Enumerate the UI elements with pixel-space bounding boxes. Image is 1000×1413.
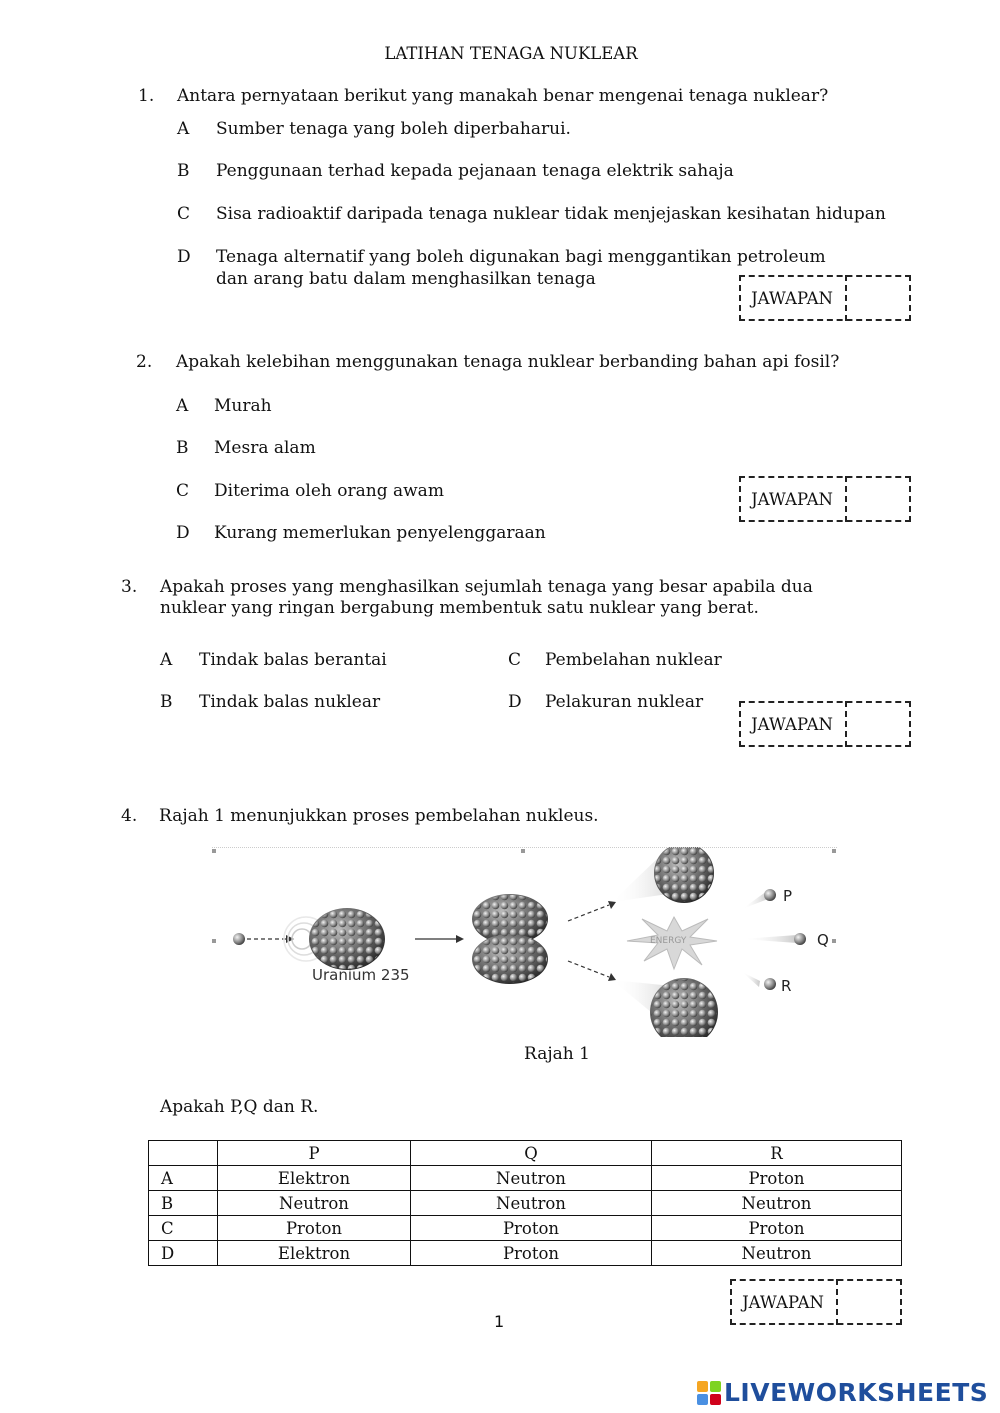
table-cell: Neutron <box>652 1241 902 1266</box>
liveworksheets-wordmark: LIVEWORKSHEETS <box>724 1378 989 1407</box>
q4-text: Rajah 1 menunjukkan proses pembelahan nukleus. <box>159 806 599 826</box>
uranium-235-label: Uranium 235 <box>312 966 410 984</box>
table-header-cell: Q <box>411 1141 652 1166</box>
table-row-label: D <box>149 1241 218 1266</box>
q2-answer-box <box>739 476 911 522</box>
q3-option-d-text: Pelakuran nuklear <box>545 692 704 712</box>
q2-text: Apakah kelebihan menggunakan tenaga nuklear berbanding bahan api fosil? <box>176 352 840 372</box>
q1-option-d-letter: D <box>177 247 191 267</box>
q1-answer-label: JAWAPAN <box>739 275 847 321</box>
liveworksheets-logo[interactable] <box>697 1378 988 1407</box>
q4-answer-label: JAWAPAN <box>730 1279 838 1325</box>
table-row <box>149 1216 902 1241</box>
q4-answer-input[interactable] <box>838 1279 902 1325</box>
q1-option-c-letter: C <box>177 204 191 224</box>
q1-option-b-letter: B <box>177 161 190 181</box>
label-r: R <box>781 977 792 995</box>
q2-option-a-text: Murah <box>214 396 272 416</box>
liveworksheets-icon <box>697 1381 721 1405</box>
q2-number: 2. <box>136 352 153 372</box>
table-row-label: C <box>149 1216 218 1241</box>
q1-answer-box <box>739 275 911 321</box>
q4-sub-question: Apakah P,Q dan R. <box>160 1097 319 1117</box>
q1-option-c-text: Sisa radioaktif daripada tenaga nuklear tidak menjejaskan kesihatan hidupan <box>216 204 886 224</box>
q2-answer-input[interactable] <box>847 476 911 522</box>
table-cell: Neutron <box>652 1191 902 1216</box>
q1-option-d-text: Tenaga alternatif yang boleh digunakan bagi menggantikan petroleum <box>216 247 826 267</box>
q3-option-c-letter: C <box>508 650 522 670</box>
q1-answer-input[interactable] <box>847 275 911 321</box>
q3-answer-box <box>739 701 911 747</box>
q1-text: Antara pernyataan berikut yang manakah benar mengenai tenaga nuklear? <box>177 86 829 106</box>
q3-option-b-text: Tindak balas nuklear <box>199 692 381 712</box>
table-cell: Neutron <box>218 1191 411 1216</box>
table-header-cell: R <box>652 1141 902 1166</box>
table-row-label: B <box>149 1191 218 1216</box>
q3-answer-input[interactable] <box>847 701 911 747</box>
q2-option-b-letter: B <box>176 438 189 458</box>
q4-answer-box <box>730 1279 902 1325</box>
table-header-row <box>149 1141 902 1166</box>
table-cell: Neutron <box>411 1191 652 1216</box>
table-row <box>149 1241 902 1266</box>
q1-option-a-letter: A <box>177 119 190 139</box>
table-row <box>149 1166 902 1191</box>
figure-caption: Rajah 1 <box>524 1044 590 1064</box>
q4-number: 4. <box>121 806 138 826</box>
q1-option-d-text-line2: dan arang batu dalam menghasilkan tenaga <box>216 269 596 289</box>
q1-option-b-text: Penggunaan terhad kepada pejanaan tenaga elektrik sahaja <box>216 161 734 181</box>
table-cell: Elektron <box>218 1166 411 1191</box>
label-p: P <box>783 887 793 905</box>
table-cell: Proton <box>411 1241 652 1266</box>
q3-option-a-text: Tindak balas berantai <box>199 650 387 670</box>
q2-option-c-text: Diterima oleh orang awam <box>214 481 444 501</box>
q3-text-line2: nuklear yang ringan bergabung membentuk satu nuklear yang berat. <box>160 598 759 618</box>
table-cell: Proton <box>411 1216 652 1241</box>
q3-number: 3. <box>121 577 138 597</box>
table-header-cell: P <box>218 1141 411 1166</box>
q3-option-b-letter: B <box>160 692 173 712</box>
page-number: 1 <box>494 1312 505 1331</box>
q2-option-a-letter: A <box>176 396 189 416</box>
table-header-cell <box>149 1141 218 1166</box>
q1-number: 1. <box>138 86 155 106</box>
q2-option-d-text: Kurang memerlukan penyelenggaraan <box>214 523 546 543</box>
q1-option-a-text: Sumber tenaga yang boleh diperbaharui. <box>216 119 571 139</box>
q3-text: Apakah proses yang menghasilkan sejumlah tenaga yang besar apabila dua <box>160 577 813 597</box>
q3-option-a-letter: A <box>160 650 173 670</box>
table-row-label: A <box>149 1166 218 1191</box>
table-cell: Elektron <box>218 1241 411 1266</box>
q2-option-d-letter: D <box>176 523 190 543</box>
label-q: Q <box>817 931 829 949</box>
table-cell: Proton <box>652 1166 902 1191</box>
table-cell: Neutron <box>411 1166 652 1191</box>
table-cell: Proton <box>652 1216 902 1241</box>
nuclear-fission-diagram <box>212 847 837 1037</box>
q3-answer-label: JAWAPAN <box>739 701 847 747</box>
energy-label: ENERGY <box>650 936 687 946</box>
q2-option-b-text: Mesra alam <box>214 438 316 458</box>
table-row <box>149 1191 902 1216</box>
q3-option-d-letter: D <box>508 692 522 712</box>
worksheet-title: LATIHAN TENAGA NUKLEAR <box>384 44 638 63</box>
q2-option-c-letter: C <box>176 481 190 501</box>
q3-option-c-text: Pembelahan nuklear <box>545 650 722 670</box>
q2-answer-label: JAWAPAN <box>739 476 847 522</box>
answer-options-table <box>148 1140 902 1266</box>
table-cell: Proton <box>218 1216 411 1241</box>
